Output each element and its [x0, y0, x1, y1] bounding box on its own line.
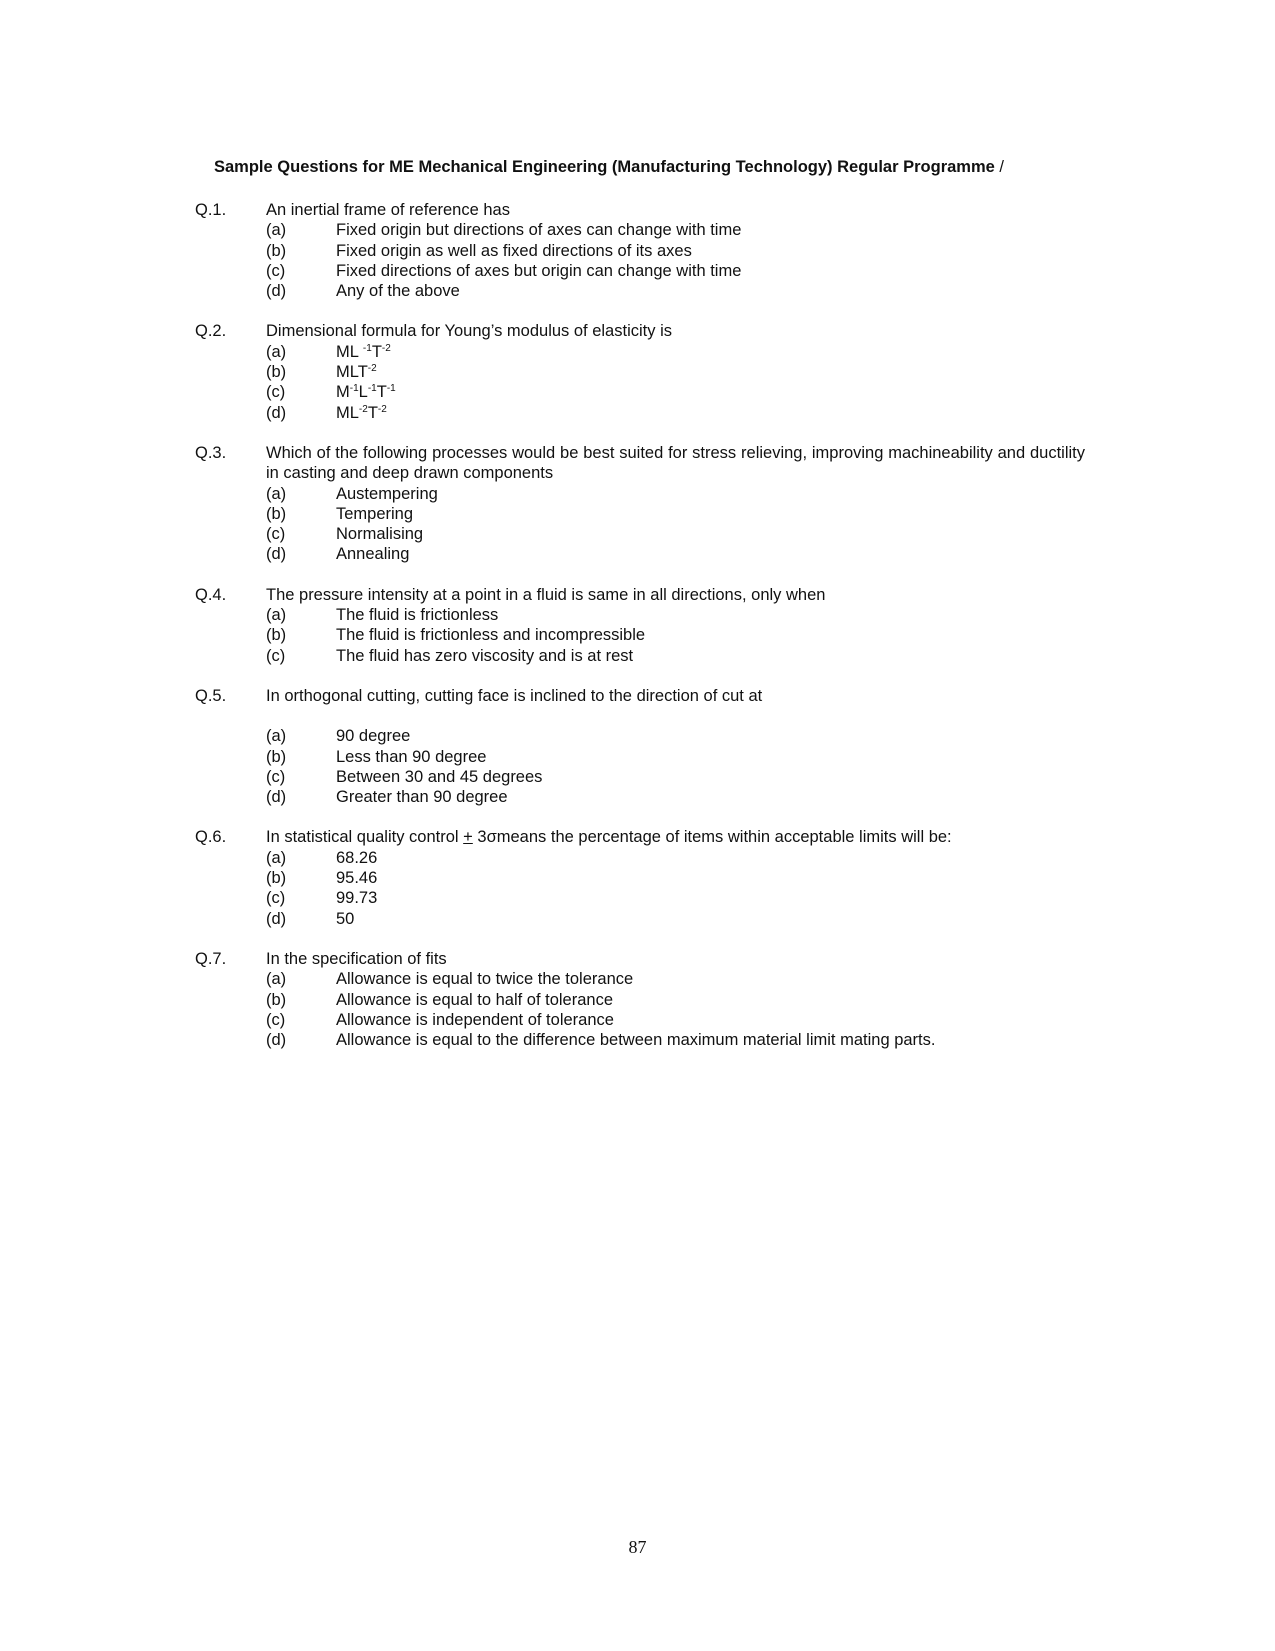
question-list	[195, 200, 1085, 1070]
option	[266, 362, 1085, 382]
option-label: (c)	[266, 646, 286, 665]
option-label: (a)	[266, 342, 287, 361]
option	[266, 524, 1085, 544]
formula-exponent: -2	[367, 363, 377, 375]
option-label: (a)	[266, 727, 287, 746]
option	[266, 868, 1085, 888]
question-text-end: 3σmeans the percentage of items within acceptable limits will be:	[472, 828, 952, 847]
option	[266, 909, 1085, 929]
formula-exponent: -1	[349, 383, 359, 395]
option-text: Allowance is independent of tolerance	[336, 1010, 614, 1029]
title-text: Sample Questions for ME Mechanical Engineering (Manufacturing Technology) Regular Programme	[214, 158, 995, 176]
question-1	[195, 200, 1085, 301]
option-list	[266, 220, 1085, 301]
formula-base: T	[371, 342, 382, 361]
option	[266, 747, 1085, 767]
option	[266, 484, 1085, 504]
option	[266, 726, 1085, 746]
question-number: Q.4.	[195, 585, 227, 604]
option-text: Normalising	[336, 525, 424, 544]
option-label: (c)	[266, 261, 286, 280]
option-text: Fixed origin as well as fixed directions of its axes	[336, 241, 692, 260]
option	[266, 241, 1085, 261]
option-label: (d)	[266, 1031, 287, 1050]
option-label: (a)	[266, 221, 287, 240]
option	[266, 1030, 1085, 1050]
option-list	[266, 342, 1085, 423]
formula-base: M	[336, 383, 350, 402]
formula-base: ML	[336, 342, 363, 361]
option	[266, 605, 1085, 625]
option	[266, 625, 1085, 645]
formula-exponent: -1	[386, 383, 396, 395]
formula-base: L	[358, 383, 368, 402]
option-label: (b)	[266, 363, 287, 382]
question-text: In the specification of fits	[266, 949, 447, 968]
option-text: Annealing	[336, 545, 410, 564]
question-text: In orthogonal cutting, cutting face is inclined to the direction of cut at	[266, 686, 763, 705]
option-list	[266, 605, 1085, 666]
option-text: 90 degree	[336, 727, 411, 746]
option	[266, 787, 1085, 807]
option-label: (d)	[266, 545, 287, 564]
question-number: Q.2.	[195, 322, 227, 341]
question-6	[195, 827, 1085, 928]
option-label: (b)	[266, 504, 287, 523]
option-list	[266, 726, 1085, 807]
option	[266, 969, 1085, 989]
option	[266, 544, 1085, 564]
option-text: Allowance is equal to twice the tolerance	[336, 970, 634, 989]
question-2	[195, 321, 1085, 422]
option-text: Fixed origin but directions of axes can change with time	[336, 221, 742, 240]
formula-exponent: -1	[362, 342, 372, 354]
option-list	[266, 848, 1085, 929]
option	[266, 646, 1085, 666]
formula-base: T	[376, 383, 387, 402]
option	[266, 1010, 1085, 1030]
option	[266, 888, 1085, 908]
option-text: Less than 90 degree	[336, 747, 487, 766]
formula-base: T	[367, 403, 378, 422]
option-label: (c)	[266, 1010, 286, 1029]
formula	[336, 403, 1085, 423]
page-title	[214, 158, 1004, 177]
question-text	[266, 827, 1085, 847]
option-list	[266, 969, 1085, 1050]
title-suffix: /	[999, 158, 1005, 176]
option-text: 50	[336, 909, 355, 928]
option-text: The fluid is frictionless and incompressible	[336, 626, 646, 645]
option-text: The fluid is frictionless	[336, 606, 499, 625]
option-label: (a)	[266, 970, 287, 989]
option-label: (b)	[266, 990, 287, 1009]
option	[266, 261, 1085, 281]
option-text: Tempering	[336, 504, 414, 523]
option-list	[266, 484, 1085, 565]
option-text: Fixed directions of axes but origin can change with time	[336, 261, 742, 280]
option-text: Allowance is equal to the difference between maximum material limit mating parts.	[336, 1031, 936, 1050]
option-text: Allowance is equal to half of tolerance	[336, 990, 614, 1009]
option-label: (a)	[266, 606, 287, 625]
option-label: (c)	[266, 889, 286, 908]
question-number: Q.3.	[195, 443, 227, 462]
option-label: (a)	[266, 848, 287, 867]
formula	[336, 382, 1085, 402]
option-text: Between 30 and 45 degrees	[336, 767, 543, 786]
page-number: 87	[628, 1537, 647, 1557]
option-label: (a)	[266, 484, 287, 503]
option-label: (c)	[266, 383, 286, 402]
option-label: (d)	[266, 909, 287, 928]
option-text: Any of the above	[336, 282, 460, 301]
option-label: (c)	[266, 767, 286, 786]
option	[266, 990, 1085, 1010]
formula-base: ML	[336, 403, 359, 422]
question-text: An inertial frame of reference has	[266, 201, 510, 219]
option	[266, 767, 1085, 787]
formula-exponent: -1	[367, 383, 377, 395]
option-text: Austempering	[336, 484, 438, 503]
question-text: The pressure intensity at a point in a fluid is same in all directions, only when	[266, 585, 826, 604]
question-text: Dimensional formula for Young’s modulus of elasticity is	[266, 322, 672, 341]
question-text-start: In statistical quality control	[266, 828, 464, 847]
option-label: (c)	[266, 525, 286, 544]
option-label: (d)	[266, 403, 287, 422]
option-label: (d)	[266, 788, 287, 807]
formula-exponent: -2	[381, 342, 391, 354]
plus-minus-symbol: +	[463, 828, 473, 847]
option-label: (b)	[266, 869, 287, 888]
question-number: Q.6.	[195, 828, 227, 847]
question-text: Which of the following processes would be best suited for stress relieving, improving machineability and ductility in casting and deep drawn components	[266, 443, 1085, 483]
question-3	[195, 443, 1085, 565]
formula-base: MLT	[336, 363, 368, 382]
option-label: (b)	[266, 626, 287, 645]
formula	[336, 362, 1085, 382]
option	[266, 220, 1085, 240]
question-number: Q.5.	[195, 686, 227, 705]
question-7	[195, 949, 1085, 1050]
option-text: 99.73	[336, 889, 378, 908]
formula	[336, 342, 1085, 362]
option-text: 95.46	[336, 869, 378, 888]
option-label: (b)	[266, 747, 287, 766]
option-text: 68.26	[336, 848, 378, 867]
option	[266, 848, 1085, 868]
option	[266, 403, 1085, 423]
option	[266, 342, 1085, 362]
option-text: Greater than 90 degree	[336, 788, 508, 807]
formula-exponent: -2	[358, 403, 368, 415]
option-label: (b)	[266, 241, 287, 260]
question-4	[195, 585, 1085, 666]
formula-exponent: -2	[377, 403, 387, 415]
option-label: (d)	[266, 282, 287, 301]
question-number: Q.7.	[195, 949, 227, 968]
option-text: The fluid has zero viscosity and is at rest	[336, 646, 634, 665]
option	[266, 281, 1085, 301]
option	[266, 382, 1085, 402]
option	[266, 504, 1085, 524]
question-number: Q.1.	[195, 201, 227, 219]
question-5	[195, 686, 1085, 807]
